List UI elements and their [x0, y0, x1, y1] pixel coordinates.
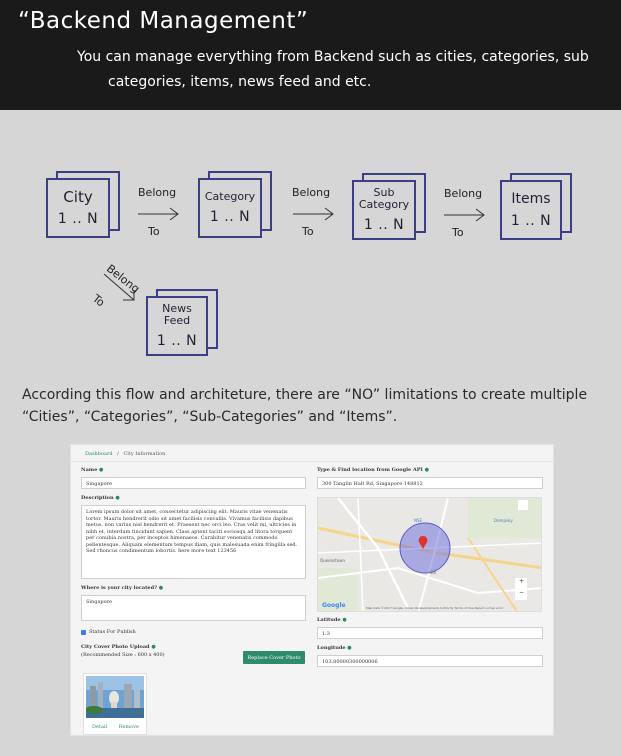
map-place-1: Dempsey — [494, 518, 513, 523]
flow-description-line2: “Cities”, “Categories”, “Sub-Categories” and “Items”. — [22, 409, 398, 425]
google-logo: Google — [322, 602, 346, 609]
node-items-label: Items — [511, 190, 551, 207]
replace-cover-button[interactable]: Replace Cover Photo — [243, 651, 305, 664]
map-place-4: Queenstown — [320, 558, 346, 563]
longitude-field[interactable]: 103.80000300000006 — [317, 655, 543, 667]
relation-belong-1: Belong — [138, 186, 177, 199]
latitude-field[interactable]: 1.3 — [317, 627, 543, 639]
node-subcategory-label-1: Sub — [373, 186, 395, 199]
node-subcategory-count: 1 .. N — [363, 217, 405, 233]
breadcrumb — [85, 451, 165, 457]
cover-hint: (Recommended Size : 600 x 400) — [81, 652, 165, 658]
flow-description — [22, 384, 621, 428]
hierarchy-diagram — [0, 110, 621, 380]
arrow-right-icon — [444, 207, 488, 223]
relation-to-4: To — [89, 292, 108, 310]
description-label: Description ● — [81, 495, 120, 501]
cover-photo-actions — [92, 724, 139, 730]
location-search-input[interactable]: 300 Tanglin Halt Rd, Singapore 148812 — [317, 477, 543, 489]
map-place-2: NSE — [414, 518, 423, 523]
node-items-count: 1 .. N — [510, 212, 552, 229]
header-banner — [0, 0, 621, 110]
detail-link[interactable]: Detail — [92, 724, 108, 730]
arrow-right-icon — [293, 206, 337, 222]
relation-to-3: To — [452, 226, 464, 239]
remove-link[interactable]: Remove — [118, 724, 140, 730]
node-category-count: 1 .. N — [209, 209, 251, 225]
status-checkbox[interactable] — [81, 630, 86, 635]
relation-to-1: To — [148, 225, 160, 238]
location-label: Type & Find location from Google API ● — [317, 467, 430, 473]
located-label: Where is your city located? ● — [81, 585, 164, 591]
name-label: Name ● — [81, 467, 104, 473]
map-zoom-in-button[interactable]: + — [519, 578, 525, 585]
located-textarea[interactable]: Singapore — [81, 595, 306, 621]
breadcrumb-home[interactable]: Dashboard — [85, 451, 113, 457]
arrow-right-icon — [138, 206, 182, 222]
breadcrumb-separator: / — [117, 451, 119, 457]
name-field[interactable]: Singapore — [81, 477, 306, 489]
google-map[interactable] — [317, 497, 542, 612]
header-subtitle-line2: categories, items, news feed and etc. — [108, 74, 372, 90]
map-footer: Map data ©2017 Google, Urban Redevelopment Authority Terms of Use Report a map error — [366, 606, 504, 610]
node-city-label: City — [63, 187, 93, 206]
cover-photo-image — [86, 676, 144, 718]
breadcrumb-divider — [71, 461, 555, 462]
map-zoom-out-button[interactable]: − — [519, 589, 525, 596]
relation-to-2: To — [302, 225, 314, 238]
latitude-label: Latitude ● — [317, 617, 347, 623]
relation-belong-3: Belong — [444, 187, 483, 200]
header-subtitle-line1: You can manage everything from Backend such as cities, categories, sub — [77, 49, 589, 65]
cover-photo-card — [83, 673, 147, 735]
flow-description-line1: According this flow and architeture, there are “NO” limitations to create multiple — [22, 387, 588, 403]
relation-belong-2: Belong — [292, 186, 331, 199]
page-title: “Backend Management” — [18, 8, 309, 34]
map-place-3: Sin — [430, 570, 437, 575]
node-newsfeed-count: 1 .. N — [156, 333, 198, 349]
relation-belong-4: Belong — [103, 262, 142, 296]
breadcrumb-current: City Information — [123, 451, 166, 457]
status-label: Status For Publish — [89, 629, 136, 635]
description-textarea[interactable]: Lorem ipsum dolor sit amet, consectetur adipiscing elit. Mauris vitae venenatis tortor. Mauris hendrerit odio sit amet facilisis convallis. Vivamus facilisis dapibus metus, non varius nisl hendrerit et. Praesent nec orci leo. Cras velit mi, ultricies in nibh et, interdum tincidunt sapien. Class aptent taciti sociosqu ad litora torquent per conubia nostra, per inceptos himenaeos. Curabitur venenatis commodo pellentesque. Aliquam elementum tempus diam, quis malesuada enim fringilla sed. Sed rhoncus condimentum lobortis. here more text 123456 — [81, 505, 306, 579]
node-subcategory-label-2: Category — [358, 198, 410, 211]
node-newsfeed-label: News Feed — [162, 302, 192, 327]
longitude-label: Longitude ● — [317, 645, 352, 651]
backend-screenshot — [70, 444, 554, 736]
node-city-count: 1 .. N — [57, 210, 99, 227]
node-category-label: Category — [204, 190, 256, 203]
cover-label: City Cover Photo Upload ● — [81, 644, 156, 650]
